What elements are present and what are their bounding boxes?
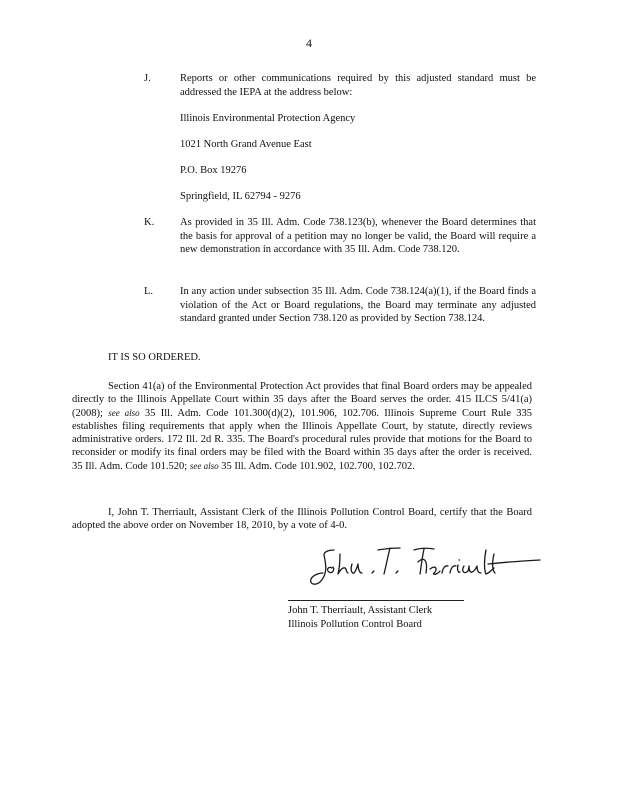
signature-line <box>288 600 464 601</box>
certification-paragraph: I, John T. Therriault, Assistant Clerk of the Illinois Pollution Control Board, certify that the Board adopted the above order on November 18, 2010, by a vote of 4-0. <box>72 507 532 532</box>
address-street: 1021 North Grand Avenue East <box>180 139 312 150</box>
appeal-text-1: Section 41(a) of the Environmental Protection Act provides that final Board orders may be appealed directly to the Illinois Appellate Court within 35 days after the Board serves the order. 415 ILCS 5/41(a) (2008); <box>72 381 532 419</box>
item-letter: L. <box>144 286 154 297</box>
address-po-box: P.O. Box 19276 <box>180 165 247 176</box>
address-agency: Illinois Environmental Protection Agency <box>180 113 356 124</box>
appeal-paragraph <box>72 380 532 473</box>
appeal-text-2: 35 Ill. Adm. Code 101.300(d)(2), 101.906, 102.706. Illinois Supreme Court Rule 335 establishes filing requirements that apply when the Illinois Appellate Court, by statute, directly reviews administrative orders. 172 Ill. 2d R. 335. The Board's procedural rules provide that motions for the Board to reconsider or modify its final orders may be filed with the Board within 35 days after the order is received. 35 Ill. Adm. Code 101.520; <box>72 407 533 472</box>
see-also-1: see also <box>108 407 140 418</box>
signature-name: John T. Therriault, Assistant Clerk <box>288 605 433 616</box>
appeal-text-3: 35 Ill. Adm. Code 101.902, 102.700, 102.702. <box>221 460 415 472</box>
see-also-2: see also <box>189 460 219 471</box>
signature-organization: Illinois Pollution Control Board <box>288 619 422 630</box>
item-text: Reports or other communications required by this adjusted standard must be addressed the IEPA at the address below: <box>180 73 536 98</box>
so-ordered: IT IS SO ORDERED. <box>108 352 201 363</box>
item-letter: J. <box>144 73 151 84</box>
item-text: As provided in 35 Ill. Adm. Code 738.123(b), whenever the Board determines that the basis for approval of a petition may no longer be valid, the Board will require a new demonstration in accordance with 35 Ill. Adm. Code 738.120. <box>180 217 536 255</box>
handwritten-signature <box>306 540 546 588</box>
address-city: Springfield, IL 62794 - 9276 <box>180 191 301 202</box>
page-number: 4 <box>306 36 312 50</box>
item-text: In any action under subsection 35 Ill. Adm. Code 738.124(a)(1), if the Board finds a violation of the Act or Board regulations, the Board may terminate any adjusted standard granted under Section 738.120 as provided by Section 738.124. <box>180 286 536 324</box>
item-letter: K. <box>144 217 155 228</box>
